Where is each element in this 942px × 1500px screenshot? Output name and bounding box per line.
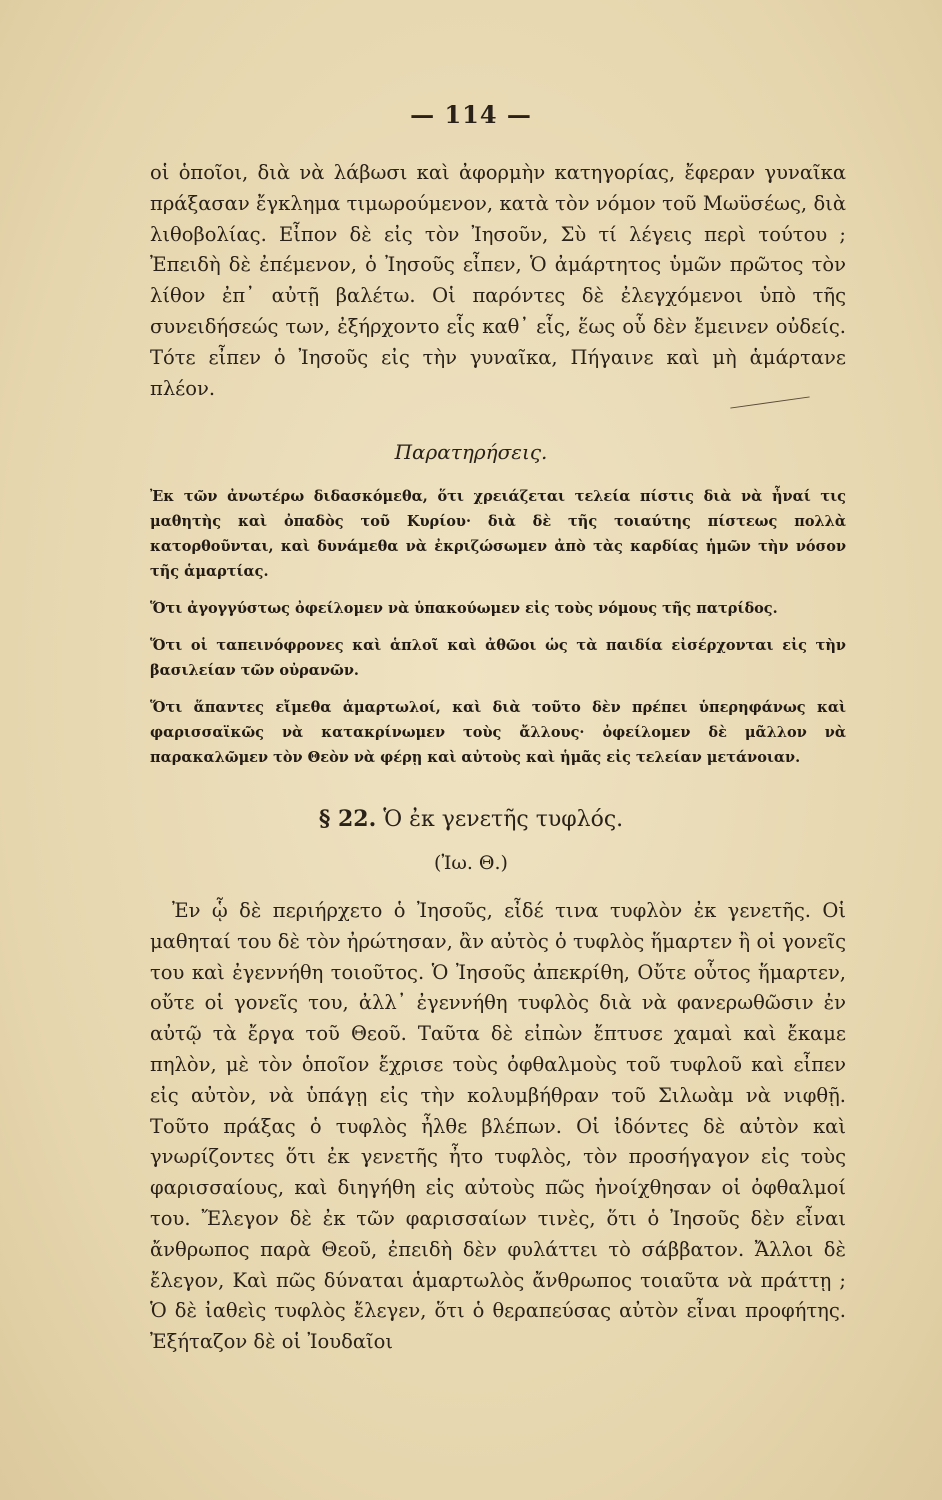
section-reference: (Ἰω. Θ.)	[434, 852, 508, 874]
observations-block	[150, 484, 846, 782]
page-number: — 114 —	[410, 100, 532, 129]
observations-title: Παρατηρήσεις.	[394, 440, 548, 464]
observation-item: Ὅτι οἱ ταπεινόφρονες καὶ ἁπλοῖ καὶ ἀθῶοι ὡς τὰ παιδία εἰσέρχονται εἰς τὴν βασιλείαν τῶν οὐρανῶν.	[150, 637, 846, 679]
paragraph-adulteress-story: οἱ ὁποῖοι, διὰ νὰ λάβωσι καὶ ἀφορμὴν κατηγορίας, ἔφεραν γυναῖκα πράξασαν ἔγκλημα τιμωρούμενον, κατὰ τὸν νόμον τοῦ Μωϋσέως, διὰ λιθοβολίας. Εἶπον δὲ εἰς τὸν Ἰησοῦν, Σὺ τί λέγεις περὶ τούτου ; Ἐπειδὴ δὲ ἐπέμενον, ὁ Ἰησοῦς εἶπεν, Ὁ ἀμάρτητος ὑμῶν πρῶτος τὸν λίθον ἐπ᾽ αὐτῇ βαλέτω. Οἱ παρόντες δὲ ἐλεγχόμενοι ὑπὸ τῆς συνειδήσεώς των, ἐξήρχοντο εἷς καθ᾽ εἷς, ἕως οὗ δὲν ἔμεινεν οὐδείς. Τότε εἶπεν ὁ Ἰησοῦς εἰς τὴν γυναῖκα, Πήγαινε καὶ μὴ ἁμάρτανε πλέον.	[150, 161, 846, 400]
section-text-block	[150, 896, 846, 1358]
paragraph-blind-man-story: Ἐν ᾧ δὲ περιήρχετο ὁ Ἰησοῦς, εἶδέ τινα τυφλὸν ἐκ γενετῆς. Οἱ μαθηταί του δὲ τὸν ἠρώτησαν, ἂν αὐτὸς ὁ τυφλὸς ἥμαρτεν ἢ οἱ γονεῖς του καὶ ἐγεννήθη τοιοῦτος. Ὁ Ἰησοῦς ἀπεκρίθη, Οὔτε οὗτος ἥμαρτεν, οὔτε οἱ γονεῖς του, ἀλλ᾽ ἐγεννήθη τυφλὸς διὰ νὰ φανερωθῶσιν ἐν αὐτῷ τὰ ἔργα τοῦ Θεοῦ. Ταῦτα δὲ εἰπὼν ἔπτυσε χαμαὶ καὶ ἔκαμε πηλὸν, μὲ τὸν ὁποῖον ἔχρισε τοὺς ὀφθαλμοὺς τοῦ τυφλοῦ καὶ εἶπεν εἰς αὐτὸν, νὰ ὑπάγῃ εἰς τὴν κολυμβήθραν τοῦ Σιλωὰμ νὰ νιφθῇ. Τοῦτο πράξας ὁ τυφλὸς ἦλθε βλέπων. Οἱ ἰδόντες δὲ αὐτὸν καὶ γνωρίζοντες ὅτι ἐκ γενετῆς ἦτο τυφλὸς, τὸν προσήγαγον εἰς τοὺς φαρισσαίους, καὶ διηγήθη εἰς αὐτοὺς πῶς ἠνοίχθησαν οἱ ὀφθαλμοί του. Ἔλεγον δὲ ἐκ τῶν φαρισσαίων τινὲς, ὅτι ὁ Ἰησοῦς δὲν εἶναι ἄνθρωπος παρὰ Θεοῦ, ἐπειδὴ δὲν φυλάττει τὸ σάββατον. Ἄλλοι δὲ ἔλεγον, Καὶ πῶς δύναται ἁμαρτωλὸς ἄνθρωπος τοιαῦτα νὰ πράττῃ ; Ὁ δὲ ἰαθεὶς τυφλὸς ἔλεγεν, ὅτι ὁ θεραπεύσας αὐτὸν εἶναι προφήτης. Ἐξήταζον δὲ οἱ Ἰουδαῖοι	[150, 899, 846, 1354]
section-title: Ὁ ἐκ γενετῆς τυφλός.	[383, 807, 624, 832]
section-number: § 22.	[318, 806, 377, 832]
observation-item: Ἐκ τῶν ἀνωτέρω διδασκόμεθα, ὅτι χρειάζεται τελεία πίστις διὰ νὰ ἦναί τις μαθητὴς καὶ ὀπαδὸς τοῦ Κυρίου· διὰ δὲ τῆς τοιαύτης πίστεως πολλὰ κατορθοῦνται, καὶ δυνάμεθα νὰ ἐκριζώσωμεν ἀπὸ τὰς καρδίας ἡμῶν τὴν νόσον τῆς ἁμαρτίας.	[150, 488, 846, 580]
observation-item: Ὅτι ἅπαντες εἴμεθα ἁμαρτωλοί, καὶ διὰ τοῦτο δὲν πρέπει ὑπερηφάνως καὶ φαρισσαϊκῶς νὰ κατακρίνωμεν τοὺς ἄλλους· ὀφείλομεν δὲ μᾶλλον νὰ παρακαλῶμεν τὸν Θεὸν νὰ φέρῃ καὶ αὐτοὺς καὶ ἡμᾶς εἰς τελείαν μετάνοιαν.	[150, 699, 846, 766]
observation-item: Ὅτι ἀγογγύστως ὀφείλομεν νὰ ὑπακούωμεν εἰς τοὺς νόμους τῆς πατρίδος.	[150, 600, 778, 617]
section-heading	[0, 806, 942, 832]
main-text-block	[150, 158, 846, 404]
